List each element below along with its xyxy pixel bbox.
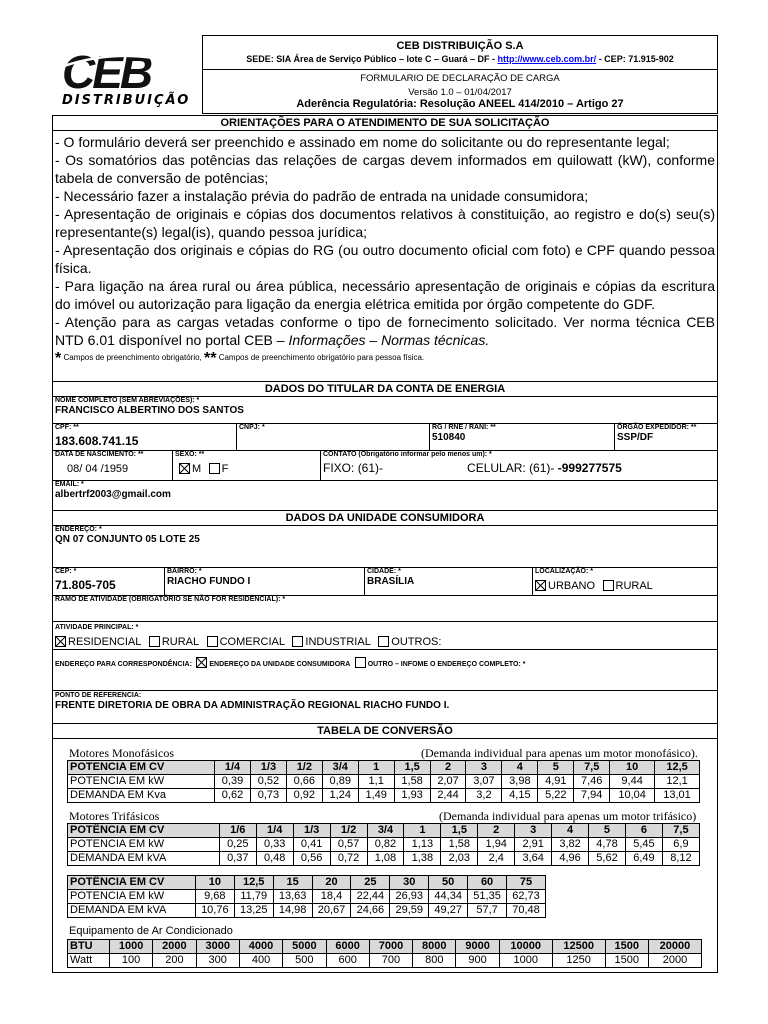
table-cell: 22,44 — [351, 890, 390, 904]
table-cell: 0,37 — [219, 852, 256, 866]
ac-title: Equipamento de Ar Condicionado — [69, 925, 233, 937]
cpf-field[interactable]: CPF: ** 183.608.741.15 — [53, 424, 237, 450]
table-cell: 0,82 — [367, 838, 404, 852]
localization-field: LOCALIZAÇÃO: * URBANO RURAL — [535, 568, 653, 592]
table-cell: 3,2 — [466, 789, 502, 803]
holder-birth-row — [53, 451, 717, 481]
table-cell: 10,04 — [610, 789, 655, 803]
correspondence-row — [53, 650, 717, 691]
orientation-item: - Atenção para as cargas vetadas conforme o tipo de fornecimento solicitado. Ver norma técnica CEB NTD 6.01 disponível no portal CEB – Informações – Normas técnicas. — [55, 314, 715, 348]
company-address: SEDE: SIA Área de Serviço Público – lote C – Guará – DF - http://www.ceb.com.br/ - CEP: 71.915-902 — [203, 53, 717, 70]
table-cell: 5000 — [283, 940, 326, 954]
table-cell: 24,66 — [351, 904, 390, 918]
table-cell: 800 — [413, 954, 456, 968]
table-cell: 1/4 — [215, 761, 251, 775]
table-cell: 4,15 — [502, 789, 538, 803]
outros-checkbox[interactable] — [378, 636, 389, 647]
cpf-value: 183.608.741.15 — [55, 434, 139, 448]
ac-table — [67, 939, 702, 968]
table-cell: 57,7 — [468, 904, 507, 918]
bairro-field[interactable]: BAIRRO: * RIACHO FUNDO I — [165, 568, 365, 595]
table-cell: 5 — [589, 824, 626, 838]
holder-name-row — [53, 397, 717, 424]
table-cell: 49,27 — [429, 904, 468, 918]
table-cell: 0,89 — [322, 775, 358, 789]
table-cell: 9,68 — [195, 890, 234, 904]
table-cell: 3000 — [196, 940, 239, 954]
city-field[interactable]: CIDADE: * BRASÍLIA — [365, 568, 533, 595]
table-cell: 0,57 — [330, 838, 367, 852]
table-cell: 1000 — [109, 940, 152, 954]
unit-title: DADOS DA UNIDADE CONSUMIDORA — [53, 510, 717, 526]
tri-note: (Demanda individual para apenas um motor trifásico) — [439, 809, 697, 823]
table-cell: 13,63 — [273, 890, 312, 904]
row-header-cell: DEMANDA EM kVA — [68, 904, 196, 918]
table-cell: 26,93 — [390, 890, 429, 904]
table-cell: 500 — [283, 954, 326, 968]
company-name: CEB DISTRIBUIÇÃO S.A — [396, 40, 524, 52]
contact-field[interactable]: CONTATO (Obrigatório informar pelo menos um): * FIXO: (61)- CELULAR: (61)- -999277575 — [323, 451, 622, 475]
table-cell: 18,4 — [312, 890, 351, 904]
table-row — [68, 761, 700, 775]
table-cell: 3 — [466, 761, 502, 775]
table-cell: 1/3 — [250, 761, 286, 775]
table-cell: 400 — [239, 954, 282, 968]
table-cell: 1,58 — [394, 775, 430, 789]
location-row — [53, 568, 717, 596]
orientation-item: - Para ligação na área rural ou área pública, necessário apresentação de originais e cópias da escritura do imóvel ou autorização para ligação da energia elétrica emitida por órgão competente do GDF. — [55, 278, 715, 312]
table-cell: 3/4 — [367, 824, 404, 838]
cep-value: 71.805-705 — [55, 578, 116, 592]
orientation-item: - Necessário fazer a instalação prévia do padrão de entrada na unidade consumidora; — [55, 188, 589, 204]
table-cell: 3,07 — [466, 775, 502, 789]
table-cell: 300 — [196, 954, 239, 968]
rg-value: 510840 — [432, 432, 466, 443]
table-cell: 7,94 — [574, 789, 610, 803]
table-cell: 6,9 — [662, 838, 699, 852]
tri2-table — [67, 875, 546, 918]
table-cell: 100 — [109, 954, 152, 968]
table-cell: 1,24 — [322, 789, 358, 803]
mono-title: Motores Monofásicos — [69, 746, 174, 760]
table-cell: 13,01 — [655, 789, 700, 803]
table-cell: 5,62 — [589, 852, 626, 866]
table-cell: 13,25 — [234, 904, 273, 918]
conversion-title: TABELA DE CONVERSÃO — [53, 724, 717, 739]
table-cell: 62,73 — [507, 890, 546, 904]
birth-value: 08/ 04 /1959 — [67, 463, 129, 475]
city-value: BRASÍLIA — [367, 576, 415, 587]
cel-value: -999277575 — [557, 461, 622, 475]
table-cell: 4 — [552, 824, 589, 838]
table-cell: 3,98 — [502, 775, 538, 789]
table-cell: 1500 — [605, 954, 648, 968]
table-cell: 15 — [273, 876, 312, 890]
industrial-checkbox[interactable] — [292, 636, 303, 647]
email-row — [53, 481, 717, 511]
table-cell: 4,78 — [589, 838, 626, 852]
sex-f-checkbox[interactable] — [209, 463, 220, 474]
table-cell: 7,5 — [574, 761, 610, 775]
form-title: FORMULARIO DE DECLARAÇÃO DE CARGA — [360, 73, 560, 84]
table-cell: 4,96 — [552, 852, 589, 866]
table-cell: 30 — [390, 876, 429, 890]
table-cell: 50 — [429, 876, 468, 890]
table-cell: 0,73 — [250, 789, 286, 803]
company-url-link[interactable]: http://www.ceb.com.br/ — [497, 54, 597, 64]
table-cell: 1/2 — [330, 824, 367, 838]
table-cell: 29,59 — [390, 904, 429, 918]
table-cell: 14,98 — [273, 904, 312, 918]
ramo-row — [53, 596, 717, 622]
table-cell: 8,12 — [662, 852, 699, 866]
table-cell: 2 — [478, 824, 515, 838]
rural-checkbox[interactable] — [603, 580, 614, 591]
table-cell: 1250 — [552, 954, 605, 968]
table-cell: 1500 — [605, 940, 648, 954]
corr-other-checkbox[interactable] — [355, 657, 366, 668]
table-cell: 1,94 — [478, 838, 515, 852]
table-cell: 0,52 — [250, 775, 286, 789]
rural-activity-checkbox[interactable] — [149, 636, 160, 647]
mono-table — [67, 760, 700, 803]
table-cell: 0,39 — [215, 775, 251, 789]
issuer-field[interactable]: ÓRGÃO EXPEDIDOR: ** SSP/DF — [615, 424, 719, 450]
table-cell: 1,5 — [441, 824, 478, 838]
table-cell: 44,34 — [429, 890, 468, 904]
row-header-cell: POTENCIA EM kW — [68, 890, 196, 904]
table-cell: 75 — [507, 876, 546, 890]
table-cell: 5 — [538, 761, 574, 775]
table-cell: 1/4 — [256, 824, 293, 838]
reference-field[interactable]: PONTO DE REFERENCIA: FRENTE DIRETORIA DE OBRA DA ADMINISTRAÇÃO REGIONAL RIACHO FUNDO I. — [53, 691, 717, 722]
regulatory-note: Aderência Regulatória: Resolução ANEEL 414/2010 – Artigo 27 — [296, 98, 624, 110]
bairro-value: RIACHO FUNDO I — [167, 576, 251, 587]
table-cell: 8000 — [413, 940, 456, 954]
table-cell: 1,13 — [404, 838, 441, 852]
holder-title: DADOS DO TITULAR DA CONTA DE ENERGIA — [53, 381, 717, 397]
table-cell: 1,58 — [441, 838, 478, 852]
table-cell: 12,1 — [655, 775, 700, 789]
table-cell: 51,35 — [468, 890, 507, 904]
table-cell: 3,82 — [552, 838, 589, 852]
table-cell: 4000 — [239, 940, 282, 954]
table-cell: 10,76 — [195, 904, 234, 918]
table-cell: 1/2 — [286, 761, 322, 775]
table-cell: 2,03 — [441, 852, 478, 866]
holder-name: FRANCISCO ALBERTINO DOS SANTOS — [55, 405, 244, 416]
row-header-cell: POTÊNCIA EM CV — [68, 824, 220, 838]
table-cell: 4 — [502, 761, 538, 775]
orientation-item: - Apresentação de originais e cópias dos documentos relativos à constituição, ao registro e do(s) seu(s) representante(s) legal(is), quando pessoa jurídica; — [55, 206, 715, 240]
table-cell: 0,66 — [286, 775, 322, 789]
logo-subtitle: DISTRIBUIÇÃO — [62, 93, 191, 108]
row-header-cell: POTENCIA EM kW — [68, 775, 215, 789]
table-cell: 2 — [430, 761, 466, 775]
table-cell: 3 — [515, 824, 552, 838]
table-row — [68, 775, 700, 789]
table-cell: 2000 — [153, 940, 196, 954]
logo-mark: CEB — [62, 46, 151, 98]
table-row — [68, 954, 702, 968]
table-cell: 1,5 — [394, 761, 430, 775]
table-cell: 10 — [195, 876, 234, 890]
sex-field: SEXO: ** M F — [173, 451, 321, 480]
table-cell: 1,38 — [404, 852, 441, 866]
address-value: QN 07 CONJUNTO 05 LOTE 25 — [55, 534, 200, 545]
ramo-field[interactable]: RAMO DE ATIVIDADE (OBRIGATÓRIO SE NÃO FOR RESIDENCIAL): * — [55, 596, 286, 603]
table-cell: 20 — [312, 876, 351, 890]
table-row — [68, 824, 700, 838]
row-header-cell: Watt — [68, 954, 110, 968]
address-field[interactable]: ENDEREÇO: * QN 07 CONJUNTO 05 LOTE 25 — [53, 526, 717, 567]
sex-m-checkbox[interactable] — [179, 463, 190, 474]
table-cell: 6,49 — [625, 852, 662, 866]
table-cell: 6 — [625, 824, 662, 838]
table-cell: 1,49 — [358, 789, 394, 803]
table-cell: 10 — [610, 761, 655, 775]
table-cell: 60 — [468, 876, 507, 890]
activity-row — [53, 622, 717, 650]
tri-title: Motores Trifásicos — [69, 809, 160, 823]
table-cell: 0,41 — [293, 838, 330, 852]
table-cell: 200 — [153, 954, 196, 968]
table-cell: 0,92 — [286, 789, 322, 803]
fixo-value: (61)- — [357, 461, 384, 475]
row-header-cell: DEMANDA EM Kva — [68, 789, 215, 803]
table-cell: 25 — [351, 876, 390, 890]
table-cell: 11,79 — [234, 890, 273, 904]
orientation-item: - Apresentação dos originais e cópias do RG (ou outro documento oficial com foto) e CPF quando pessoa física. — [55, 242, 715, 276]
cnpj-field[interactable]: CNPJ: * — [237, 424, 430, 450]
table-cell: 1000 — [499, 954, 552, 968]
table-cell: 7000 — [369, 940, 412, 954]
table-row — [68, 838, 700, 852]
table-cell: 5,45 — [625, 838, 662, 852]
orientation-item: - Os somatórios das potências das relações de cargas devem informados em quilowatt (kW), conforme tabela de conversão de potências; — [55, 152, 715, 186]
table-cell: 1/3 — [293, 824, 330, 838]
tri-table — [67, 823, 700, 866]
table-row — [68, 876, 546, 890]
email-value: albertrf2003@gmail.com — [55, 489, 171, 500]
table-cell: 900 — [456, 954, 499, 968]
table-cell: 1/6 — [219, 824, 256, 838]
table-cell: 4,91 — [538, 775, 574, 789]
table-cell: 6000 — [326, 940, 369, 954]
table-cell: 20,67 — [312, 904, 351, 918]
orientations-list — [55, 133, 715, 368]
table-cell: 2,07 — [430, 775, 466, 789]
table-row — [68, 789, 700, 803]
residencial-checkbox[interactable] — [55, 636, 66, 647]
holder-name-field[interactable]: NOME COMPLETO (SEM ABREVIAÇÕES): * FRANCISCO ALBERTINO DOS SANTOS — [53, 397, 717, 423]
form-version: Versão 1.0 – 01/04/2017 — [408, 87, 512, 98]
required-legend: * Campos de preenchimento obrigatório, ** Campos de preenchimento obrigatório para pessoa física. — [55, 350, 425, 367]
conversion-section — [52, 723, 718, 973]
form-header — [202, 35, 718, 114]
rg-field[interactable]: RG / RNE / RANI: ** 510840 — [430, 424, 615, 450]
table-cell: 1,1 — [358, 775, 394, 789]
table-cell: 2,4 — [478, 852, 515, 866]
table-cell: 12,5 — [655, 761, 700, 775]
row-header-cell: POTENCIA EM CV — [68, 761, 215, 775]
row-header-cell: DEMANDA EM kVA — [68, 852, 220, 866]
table-cell: 7,5 — [662, 824, 699, 838]
table-cell: 9000 — [456, 940, 499, 954]
table-cell: 1,93 — [394, 789, 430, 803]
table-cell: 0,48 — [256, 852, 293, 866]
address-row — [53, 526, 717, 568]
row-header-cell: BTU — [68, 940, 110, 954]
table-row — [68, 890, 546, 904]
cep-field[interactable]: CEP: * 71.805-705 — [53, 568, 165, 595]
table-cell: 3/4 — [322, 761, 358, 775]
table-cell: 0,33 — [256, 838, 293, 852]
orientations-title: ORIENTAÇÕES PARA O ATENDIMENTO DE SUA SOLICITAÇÃO — [53, 116, 717, 131]
table-row — [68, 940, 702, 954]
table-cell: 0,62 — [215, 789, 251, 803]
birth-field[interactable]: DATA DE NASCIMENTO: ** 08/ 04 /1959 — [53, 451, 173, 480]
table-cell: 2,91 — [515, 838, 552, 852]
table-cell: 1 — [358, 761, 394, 775]
row-header-cell: POTÊNCIA EM CV — [68, 876, 196, 890]
table-cell: 1,08 — [367, 852, 404, 866]
table-cell: 10000 — [499, 940, 552, 954]
table-cell: 1 — [404, 824, 441, 838]
holder-doc-row — [53, 424, 717, 451]
table-cell: 7,46 — [574, 775, 610, 789]
table-cell: 0,56 — [293, 852, 330, 866]
table-row — [68, 904, 546, 918]
activity-field: ATIVIDADE PRINCIPAL: * RESIDENCIAL RURAL COMERCIAL INDUSTRIAL OUTROS: — [55, 624, 442, 648]
reference-value: FRENTE DIRETORIA DE OBRA DA ADMINISTRAÇÃO REGIONAL RIACHO FUNDO I. — [55, 700, 450, 711]
issuer-value: SSP/DF — [617, 432, 654, 443]
table-cell: 20000 — [648, 940, 701, 954]
reference-row — [53, 691, 717, 722]
table-cell: 0,72 — [330, 852, 367, 866]
table-cell: 70,48 — [507, 904, 546, 918]
table-row — [68, 852, 700, 866]
corr-unit-checkbox[interactable] — [196, 657, 207, 668]
form-body — [52, 115, 718, 724]
mono-note: (Demanda individual para apenas um motor monofásico). — [421, 746, 698, 760]
email-field[interactable]: EMAIL: * albertrf2003@gmail.com — [53, 481, 717, 510]
comercial-checkbox[interactable] — [207, 636, 218, 647]
table-cell: 12,5 — [234, 876, 273, 890]
table-cell: 2,44 — [430, 789, 466, 803]
orientation-item: - O formulário deverá ser preenchido e assinado em nome do solicitante ou do representante legal; — [55, 134, 670, 150]
table-cell: 700 — [369, 954, 412, 968]
table-cell: 9,44 — [610, 775, 655, 789]
urbano-checkbox[interactable] — [535, 580, 546, 591]
table-cell: 12500 — [552, 940, 605, 954]
table-cell: 2000 — [648, 954, 701, 968]
row-header-cell: POTENCIA EM kW — [68, 838, 220, 852]
correspondence-field: ENDEREÇO PARA CORRESPONDÊNCIA: ENDEREÇO DA UNIDADE CONSUMIDORA OUTRO – INFOME O ENDEREÇO COMPLETO: * — [53, 650, 717, 690]
table-cell: 600 — [326, 954, 369, 968]
table-cell: 3,64 — [515, 852, 552, 866]
table-cell: 0,25 — [219, 838, 256, 852]
table-cell: 5,22 — [538, 789, 574, 803]
